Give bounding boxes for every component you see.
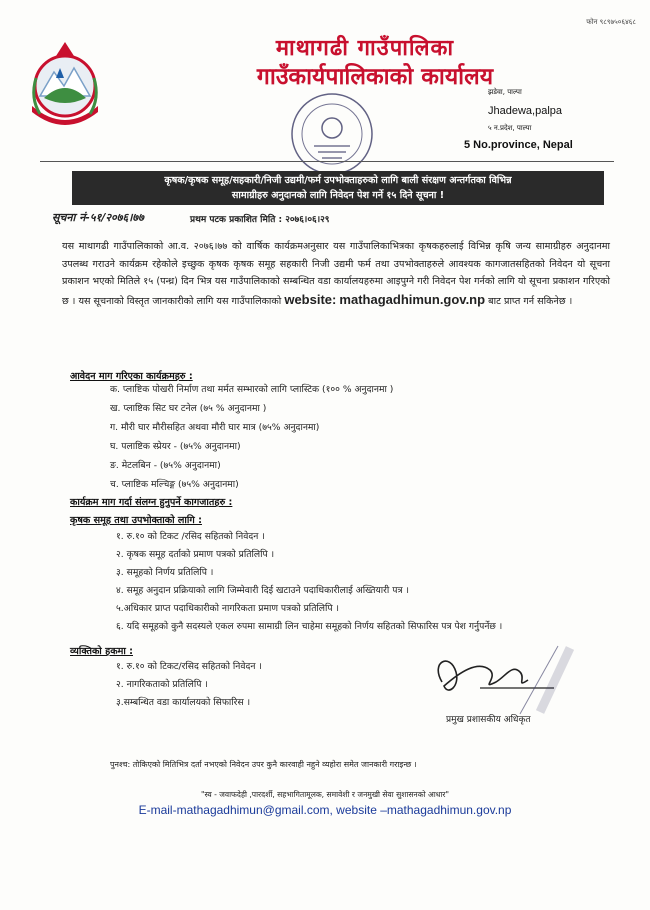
- province-en: 5 No.province, Nepal: [464, 139, 573, 151]
- publish-date: प्रथम पटक प्रकाशित मिति : २०७६।०६।२९: [190, 215, 330, 225]
- program-item: च. प्लाष्टिक मल्चिङ्ग (७५% अनुदानमा): [110, 479, 239, 490]
- document-item: १. रु.१० को टिकट /रसिद सहितको निवेदन ।: [116, 531, 265, 542]
- motto: "स्व - जवाफदेही ,पारदर्शी, सहभागितामूलक, समावेशी र जनमुखी सेवा सुशासनको आधार": [201, 790, 449, 799]
- program-item: ङ. मेटलबिन - (७५% अनुदानमा): [110, 460, 221, 471]
- header-divider: [40, 161, 614, 162]
- notice-body: [62, 238, 610, 310]
- document-item: ३. समूहको निर्णय प्रतिलिपि ।: [116, 567, 214, 578]
- office-seal-icon: [284, 86, 380, 182]
- banner-line-1: कृषक/कृषक समूह/सहकारी/निजी उद्यमी/फर्म उपभोक्ताहरुको लागि बाली संरक्षण अन्तर्गतका विभिन्न: [164, 175, 512, 186]
- municipality-name: माथागढी गाउँपालिका: [275, 35, 455, 61]
- notice-banner: [72, 171, 604, 205]
- address-en: Jhadewa,palpa: [488, 105, 563, 117]
- program-item: घ. पलाष्टिक स्प्रेयर - (७५% अनुदानमा): [110, 441, 241, 452]
- programs-heading: आवेदन माग गरिएका कार्यक्रमहरु :: [70, 371, 193, 382]
- individual-item: ३.सम्बन्धित वडा कार्यालयको सिफारिस ।: [116, 697, 251, 708]
- province-np: ५ न.प्रदेश, पाल्पा: [488, 124, 532, 132]
- address-np: झडेवा, पाल्पा: [488, 88, 522, 96]
- document-item: ६. यदि समूहको कुनै सदस्यले एकल रुपमा सामाग्री लिन चाहेमा समूहको निर्णय सहितको सिफारिस पत्र पेश गर्नुपर्नेछ ।: [116, 621, 503, 632]
- individual-item: २. नागरिकताको प्रतिलिपि ।: [116, 679, 208, 690]
- website-label: website:: [284, 291, 337, 307]
- program-item: ख. प्लाष्टिक सिट घर टनेल (७५ % अनुदानमा ): [110, 403, 267, 414]
- program-item: ग. मौरी घार मौरीसहित अथवा मौरी घार मात्र (७५% अनुदानमा): [110, 422, 320, 433]
- document-item: २. कृषक समूह दर्ताको प्रमाण पत्रको प्रतिलिपि ।: [116, 549, 275, 560]
- signatory-title: प्रमुख प्रशासकीय अधिकृत: [446, 715, 531, 725]
- body-paragraph: यस माथागढी गाउँपालिकाको आ.व. २०७६।७७ को वार्षिक कार्यक्रमअनुसार यस गाउँपालिकाभित्रका कृषकहरुलाई विभिन्न कृषि जन्य सामाग्रीहरु अनुदानमा उपलब्ध गराउने कार्यक्रम रहेकोले इच्छुक कृषक कृषक समूह सहकारी निजी उद्यमी फर्म तथा उपभोक्ताहरुले आवश्यक कागजातसहितको निवेदन यो सूचना प्रकाशन भएको मितिले १५ (पन्ध्र) दिन भित्र यस गाउँपालिकाको सम्बन्धित वडा कार्यालयहरुमा आइपुग्ने गरी निवेदन पेश गर्नको लागि यो सूचना प्रकाशन गरिएको छ । यस सूचनाको विस्तृत जानकारीको लागि यस गाउँपालिकाको: [62, 241, 610, 307]
- document-item: ५.अधिकार प्राप्त पदाधिकारीको नागरिकता प्रमाण पत्रको प्रतिलिपि ।: [116, 603, 340, 614]
- website-link[interactable]: mathagadhimun.gov.np: [339, 291, 486, 307]
- group-documents-heading: कृषक समूह तथा उपभोक्ताको लागि :: [70, 515, 202, 526]
- signature-icon: [420, 642, 580, 722]
- postscript-note: पुनश्च: तोकिएको मितिभित्र दर्ता नभएको निवेदन उपर कुनै कारवाही नहुने व्यहोरा समेत जानकारी गराइन्छ ।: [110, 760, 417, 769]
- document-item: ४. समूह अनुदान प्रक्रियाको लागि जिम्मेवारी दिई खटाउने पदाधिकारीलाई अख्तियारी पत्र ।: [116, 585, 409, 596]
- notice-number: सूचना नं-५१/२०७६।७७: [52, 211, 144, 224]
- individual-item: १. रु.१० को टिकट/रसिद सहितको निवेदन ।: [116, 661, 262, 672]
- banner-line-2: सामाग्रीहरु अनुदानको लागि निवेदन पेश गर्ने १५ दिने सूचना !: [231, 190, 445, 201]
- documents-heading: कार्यक्रम माग गर्दा संलग्न हुनुपर्ने कागजातहरु :: [70, 497, 233, 508]
- office-name: [140, 34, 610, 92]
- program-item: क. प्लाष्टिक पोखरी निर्माण तथा मर्मत सम्भारको लागि प्लास्टिक (१०० % अनुदानमा ): [110, 384, 394, 395]
- contact-line[interactable]: E-mail-mathagadhimun@gmail.com, website –mathagadhimun.gov.np: [138, 803, 512, 817]
- phone-number: फोन ९८९७५०६४६८: [586, 18, 636, 26]
- office-title: गाउँकार्यपालिकाको कार्यालय: [256, 63, 494, 90]
- body-paragraph-tail: बाट प्राप्त गर्न सकिनेछ ।: [488, 295, 573, 307]
- individual-heading: व्यक्तिको हकमा :: [70, 646, 133, 657]
- government-emblem-icon: [26, 38, 104, 138]
